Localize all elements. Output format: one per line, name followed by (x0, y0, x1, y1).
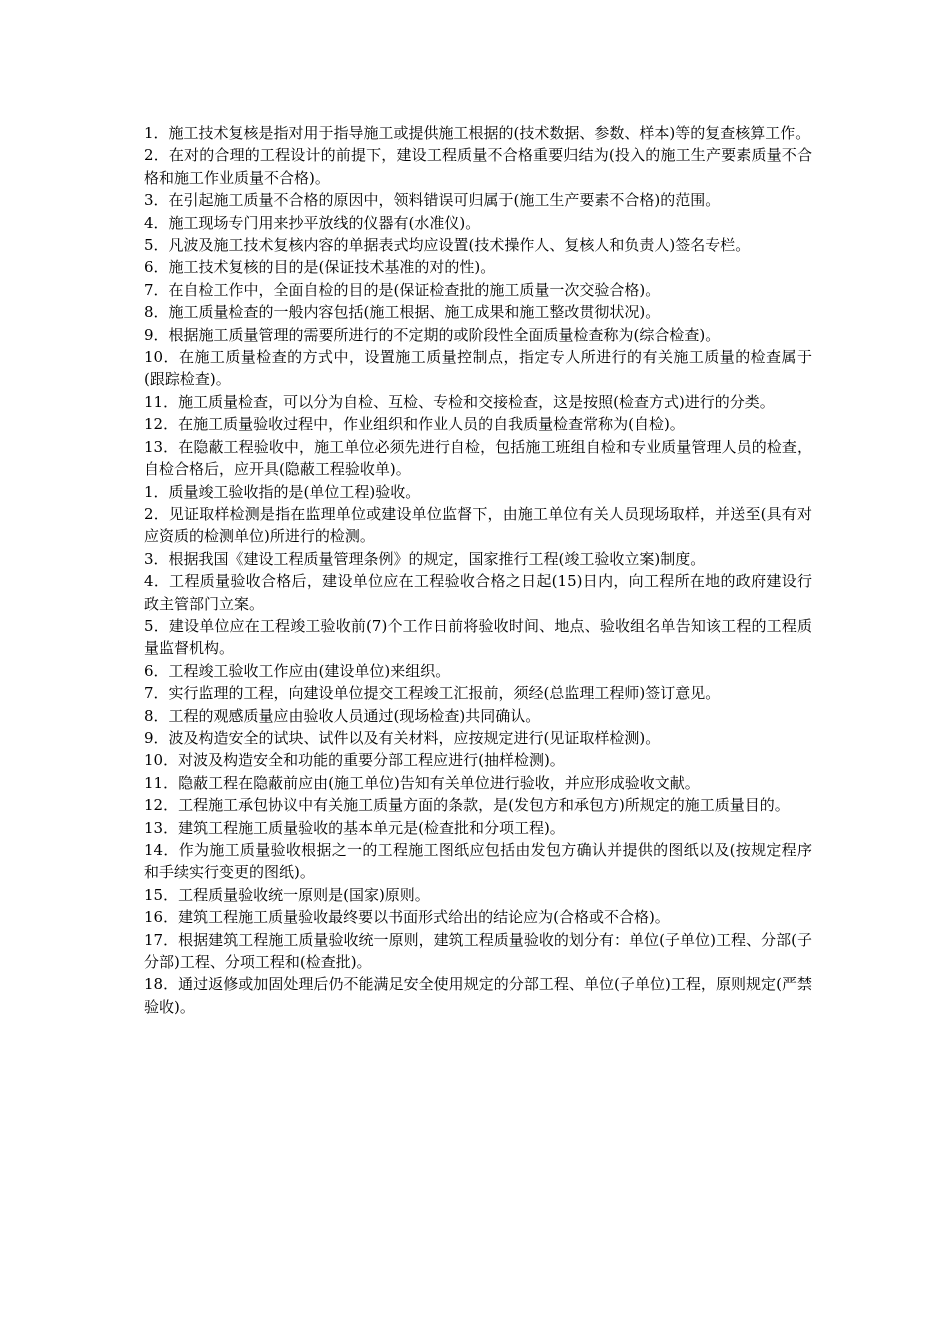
paragraph: 10．在施工质量检查的方式中，设置施工质量控制点，指定专人所进行的有关施工质量的检查属于(跟踪检查)。 (144, 348, 812, 389)
paragraph: 8．工程的观感质量应由验收人员通过(现场检查)共同确认。 (144, 706, 541, 725)
paragraph: 7．在自检工作中，全面自检的目的是(保证检查批的施工质量一次交验合格)。 (144, 280, 661, 299)
paragraph: 13．建筑工程施工质量验收的基本单元是(检查批和分项工程)。 (144, 818, 565, 837)
paragraph: 9．根据施工质量管理的需要所进行的不定期的或阶段性全面质量检查称为(综合检查)。 (144, 325, 721, 344)
paragraph: 4．工程质量验收合格后，建设单位应在工程验收合格之日起(15)日内，向工程所在地的政府建设行政主管部门立案。 (144, 572, 812, 613)
paragraph: 2．见证取样检测是指在监理单位或建设单位监督下，由施工单位有关人员现场取样，并送至(具有对应资质的检测单位)所进行的检测。 (144, 504, 812, 546)
paragraph: 14．作为施工质量验收根据之一的工程施工图纸应包括由发包方确认并提供的图纸以及(按规定程序和手续实行变更的图纸)。 (144, 841, 812, 882)
paragraph: 8．施工质量检查的一般内容包括(施工根据、施工成果和施工整改贯彻状况)。 (144, 303, 661, 322)
paragraph: 5．建设单位应在工程竣工验收前(7)个工作日前将验收时间、地点、验收组名单告知该工程的工程质量监督机构。 (144, 616, 812, 658)
paragraph: 15．工程质量验收统一原则是(国家)原则。 (144, 885, 430, 904)
paragraph: 4．施工现场专门用来抄平放线的仪器有(水准仪)。 (144, 213, 481, 232)
paragraph: 1．施工技术复核是指对用于指导施工或提供施工根据的(技术数据、参数、样本)等的复查核算工作。 (144, 124, 811, 142)
paragraph: 3．在引起施工质量不合格的原因中，领料错误可归属于(施工生产要素不合格)的范围。 (144, 191, 721, 210)
document-body (144, 122, 812, 1018)
paragraph: 10．对波及构造安全和功能的重要分部工程应进行(抽样检测)。 (144, 751, 565, 770)
paragraph: 6．施工技术复核的目的是(保证技术基准的对的性)。 (144, 258, 496, 277)
paragraph: 1．质量竣工验收指的是(单位工程)验收。 (144, 482, 421, 501)
paragraph: 18．通过返修或加固处理后仍不能满足安全使用规定的分部工程、单位(子单位)工程，原则规定(严禁验收)。 (144, 975, 812, 1016)
paragraph: 17．根据建筑工程施工质量验收统一原则，建筑工程质量验收的划分有：单位(子单位)工程、分部(子分部)工程、分项工程和(检查批)。 (144, 930, 812, 972)
paragraph: 12．工程施工承包协议中有关施工质量方面的条款，是(发包方和承包方)所规定的施工质量目的。 (144, 796, 790, 815)
paragraph: 6．工程竣工验收工作应由(建设单位)来组织。 (144, 661, 451, 680)
paragraph: 11．隐蔽工程在隐蔽前应由(施工单位)告知有关单位进行验收，并应形成验收文献。 (144, 773, 700, 792)
paragraph: 2．在对的合理的工程设计的前提下，建设工程质量不合格重要归结为(投入的施工生产要素质量不合格和施工作业质量不合格)。 (144, 146, 812, 187)
paragraph: 11．施工质量检查，可以分为自检、互检、专检和交接检查，这是按照(检查方式)进行的分类。 (144, 392, 775, 411)
paragraph: 16．建筑工程施工质量验收最终要以书面形式给出的结论应为(合格或不合格)。 (144, 908, 670, 927)
paragraph: 7．实行监理的工程，向建设单位提交工程竣工汇报前，须经(总监理工程师)签订意见。 (144, 684, 721, 703)
paragraph: 13．在隐蔽工程验收中，施工单位必须先进行自检，包括施工班组自检和专业质量管理人员的检查，自检合格后，应开具(隐蔽工程验收单)。 (144, 437, 812, 479)
paragraph: 9．波及构造安全的试块、试件以及有关材料，应按规定进行(见证取样检测)。 (144, 728, 661, 747)
paragraph: 3．根据我国《建设工程质量管理条例》的规定，国家推行工程(竣工验收立案)制度。 (144, 549, 706, 568)
paragraph: 12．在施工质量验收过程中，作业组织和作业人员的自我质量检查常称为(自检)。 (144, 415, 685, 434)
paragraph: 5．凡波及施工技术复核内容的单据表式均应设置(技术操作人、复核人和负责人)签名专栏。 (144, 236, 751, 255)
